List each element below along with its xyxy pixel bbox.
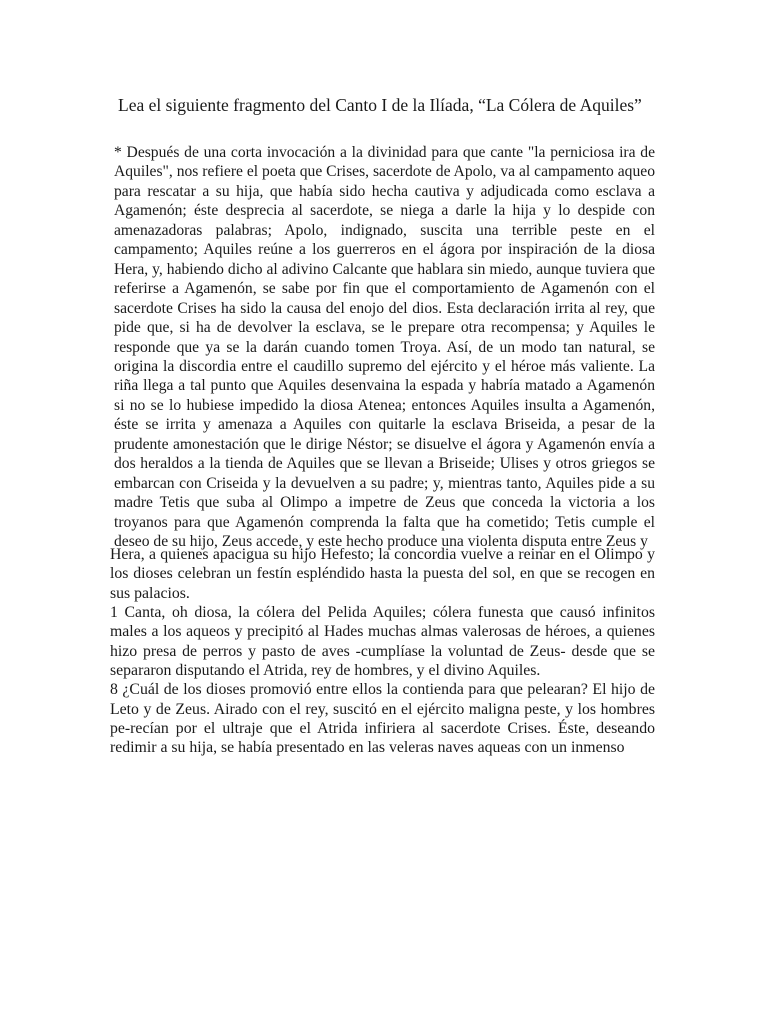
verse-8-paragraph: 8 ¿Cuál de los dioses promovió entre ellos la contienda para que pelearan? El hijo de Leto y de Zeus. Airado con el rey, suscitó en el ejército maligna peste, y los hombres pe-recían por el ultraje que el Atrida infiriera al sacerdote Crises. Éste, deseando redimir a su hija, se había presentado en las veleras naves aqueas con un inmenso: [110, 681, 655, 757]
document-title: Lea el siguiente fragmento del Canto I de la Ilíada, “La Cólera de Aquiles”: [118, 95, 642, 115]
summary-paragraph: * Después de una corta invocación a la divinidad para que cante "la perniciosa ira de Aquiles", nos refiere el poeta que Crises, sacerdote de Apolo, va al campamento aqueo para rescatar a su hija, que había sido hecha cautiva y adjudicada como esclava a Agamenón; éste desprecia al sacerdote, se niega a darle la hija y lo despide con amenazadoras palabras; Apolo, indignado, suscita una terrible peste en el campamento; Aquiles reúne a los guerreros en el ágora por inspiración de la diosa Hera, y, habiendo dicho al adivino Calcante que hablara sin miedo, aunque tuviera que referirse a Agamenón, se sabe por fin que el comportamiento de Agamenón con el sacerdote Crises ha sido la causa del enojo del dios. Esta declaración irrita al rey, que pide que, si ha de devolver la esclava, se le prepare otra recompensa; y Aquiles le responde que ya se la darán cuando tomen Troya. Así, de un modo tan natural, se origina la discordia entre el caudillo supremo del ejército y el héroe más valiente. La riña llega a tal punto que Aquiles desenvaina la espada y habría matado a Agamenón si no se lo hubiese impedido la diosa Atenea; entonces Aquiles insulta a Agamenón, éste se irrita y amenaza a Aquiles con quitarle la esclava Briseida, a pesar de la prudente amonestación que le dirige Néstor; se disuelve el ágora y Agamenón envía a dos heraldos a la tienda de Aquiles que se llevan a Briseide; Ulises y otros griegos se embarcan con Criseida y la devuelven a su padre; y, mientras tanto, Aquiles pide a su madre Tetis que suba al Olimpo a impetre de Zeus que conceda la victoria a los troyanos para que Agamenón comprenda la falta que ha cometido; Tetis cumple el deseo de su hijo, Zeus accede, y este hecho produce una violenta disputa entre Zeus y: [114, 144, 655, 551]
continuation-paragraph: Hera, a quienes apacigua su hijo Hefesto; la concordia vuelve a reinar en el Olimpo y los dioses celebran un festín espléndido hasta la puesta del sol, en que se recogen en sus palacios.: [110, 546, 655, 602]
text-continuation-block: [110, 545, 655, 758]
verse-1-paragraph: 1 Canta, oh diosa, la cólera del Pelida Aquiles; cólera funesta que causó infinitos males a los aqueos y precipitó al Hades muchas almas valerosas de héroes, a quienes hizo presa de perros y pasto de aves -cumplíase la voluntad de Zeus- desde que se separaron disputando el Atrida, rey de hombres, y el divino Aquiles.: [110, 604, 655, 680]
